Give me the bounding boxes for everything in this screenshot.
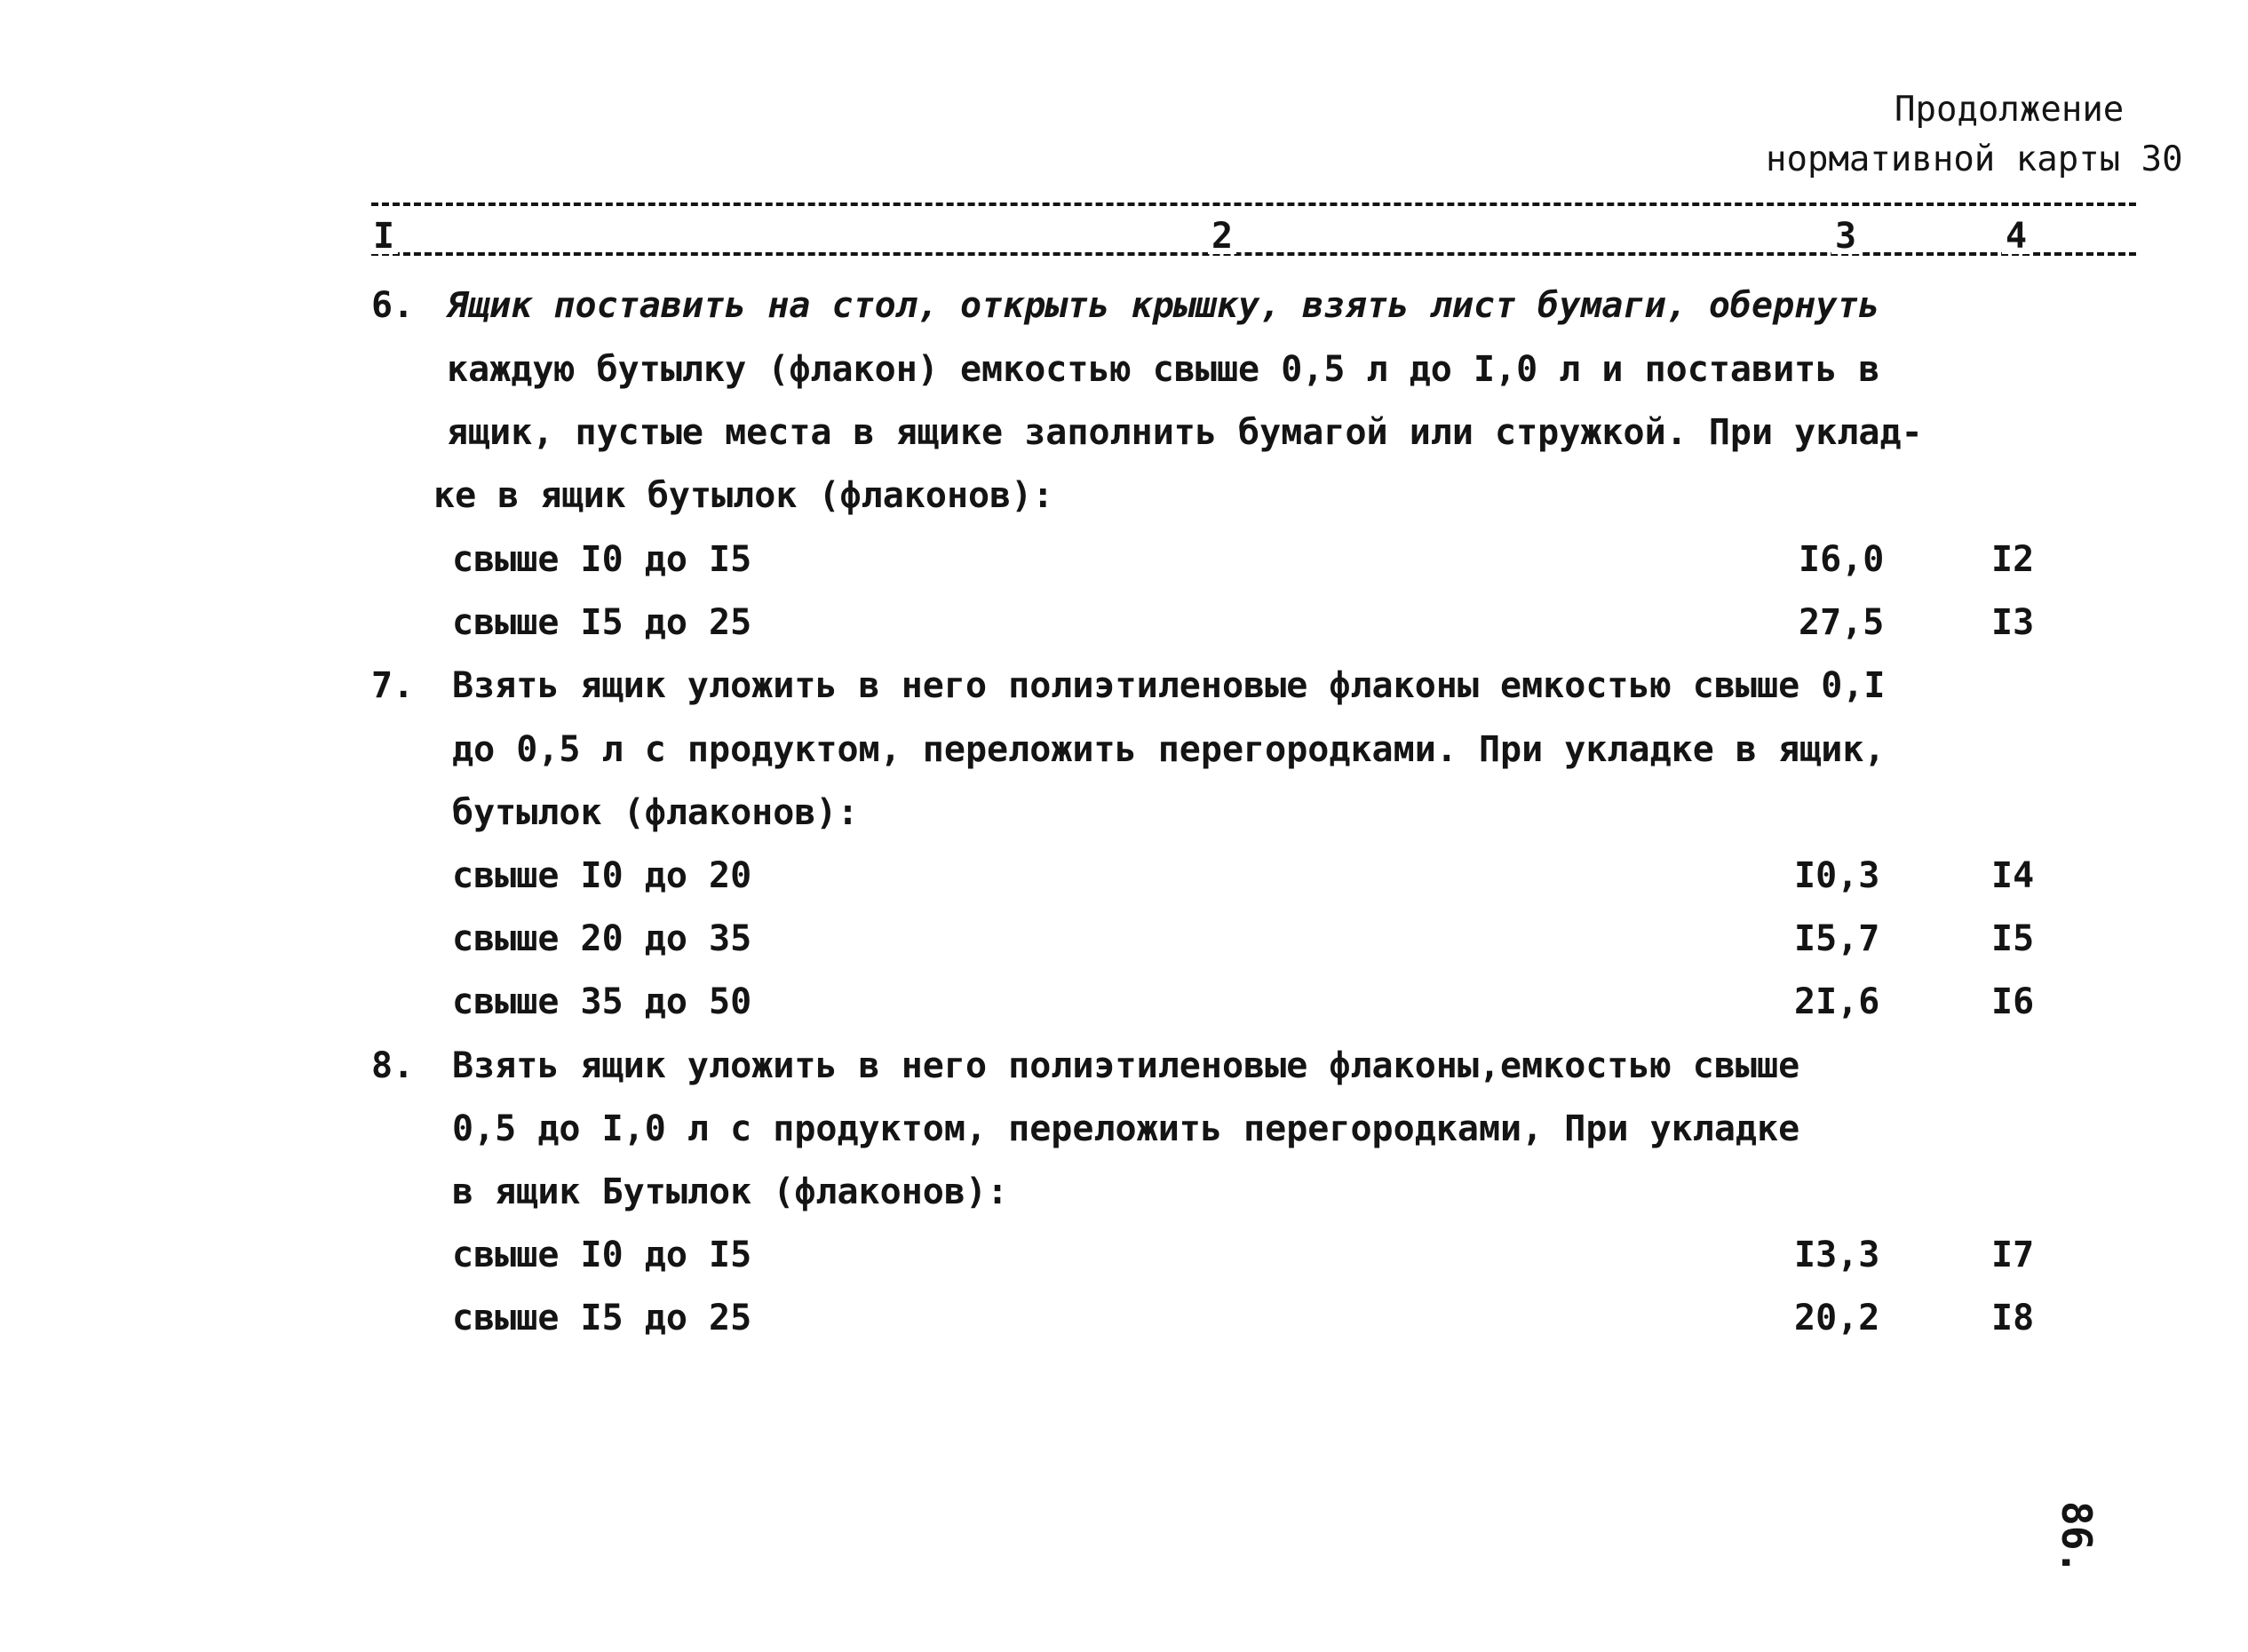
item-7-text-line: до 0,5 л с продуктом, переложить перегородками. При укладке в ящик,	[452, 729, 1886, 770]
column-dashed-rule	[371, 252, 2136, 256]
item-6-text-line: каждую бутылку (флакон) емкостью свыше 0,5 л до I,0 л и поставить в	[447, 349, 1880, 390]
item-6-text-line: Ящик поставить на стол, открыть крышку, взять лист бумаги, обернуть	[447, 285, 1880, 326]
item-8-row-col4: I8	[1991, 1298, 2035, 1338]
item-7-row-col4: I5	[1991, 918, 2035, 959]
header-card-number: нормативной карты 30	[1766, 139, 2183, 179]
item-8-text-line: в ящик Бутылок (флаконов):	[452, 1171, 1009, 1212]
item-8-row-col4: I7	[1991, 1235, 2035, 1275]
column-header-1: I	[369, 218, 398, 254]
column-header-3: 3	[1831, 218, 1860, 254]
item-6-text-line: ке в ящик бутылок (флаконов):	[433, 475, 1054, 516]
item-6-text-line: ящик, пустые места в ящике заполнить бумагой или стружкой. При уклад-	[447, 412, 1923, 453]
item-7-row-label: свыше I0 до 20	[452, 855, 752, 896]
item-6-row-col3: 27,5	[1799, 602, 1885, 643]
item-7-number: 7.	[371, 665, 415, 706]
column-header-2: 2	[1208, 218, 1236, 254]
item-8-text-line: 0,5 до I,0 л с продуктом, переложить перегородками, При укладке	[452, 1108, 1800, 1149]
item-6-row-col4: I3	[1991, 602, 2035, 643]
item-6-row-label: свыше I0 до I5	[452, 539, 752, 580]
header-continuation: Продолжение	[1895, 90, 2125, 130]
item-8-row-label: свыше I5 до 25	[452, 1298, 752, 1338]
page-number: 86.	[2053, 1501, 2101, 1576]
item-6-row-col4: I2	[1991, 539, 2035, 580]
item-8-row-col3: 20,2	[1794, 1298, 1880, 1338]
item-7-text-line: Взять ящик уложить в него полиэтиленовые флаконы емкостью свыше 0,I	[452, 665, 1886, 706]
item-6-row-col3: I6,0	[1799, 539, 1885, 580]
item-7-row-label: свыше 35 до 50	[452, 981, 752, 1022]
item-8-number: 8.	[371, 1045, 415, 1086]
item-6-number: 6.	[371, 285, 415, 326]
item-7-row-col4: I6	[1991, 981, 2035, 1022]
top-dashed-rule	[371, 203, 2136, 206]
item-7-row-col3: I5,7	[1794, 918, 1880, 959]
item-7-row-col3: 2I,6	[1794, 981, 1880, 1022]
column-header-4: 4	[2002, 218, 2030, 254]
item-8-row-label: свыше I0 до I5	[452, 1235, 752, 1275]
item-7-row-col4: I4	[1991, 855, 2035, 896]
item-7-row-col3: I0,3	[1794, 855, 1880, 896]
item-8-row-col3: I3,3	[1794, 1235, 1880, 1275]
item-7-text-line: бутылок (флаконов):	[452, 792, 859, 833]
item-7-row-label: свыше 20 до 35	[452, 918, 752, 959]
item-6-row-label: свыше I5 до 25	[452, 602, 752, 643]
item-8-text-line: Взять ящик уложить в него полиэтиленовые флаконы,емкостью свыше	[452, 1045, 1800, 1086]
